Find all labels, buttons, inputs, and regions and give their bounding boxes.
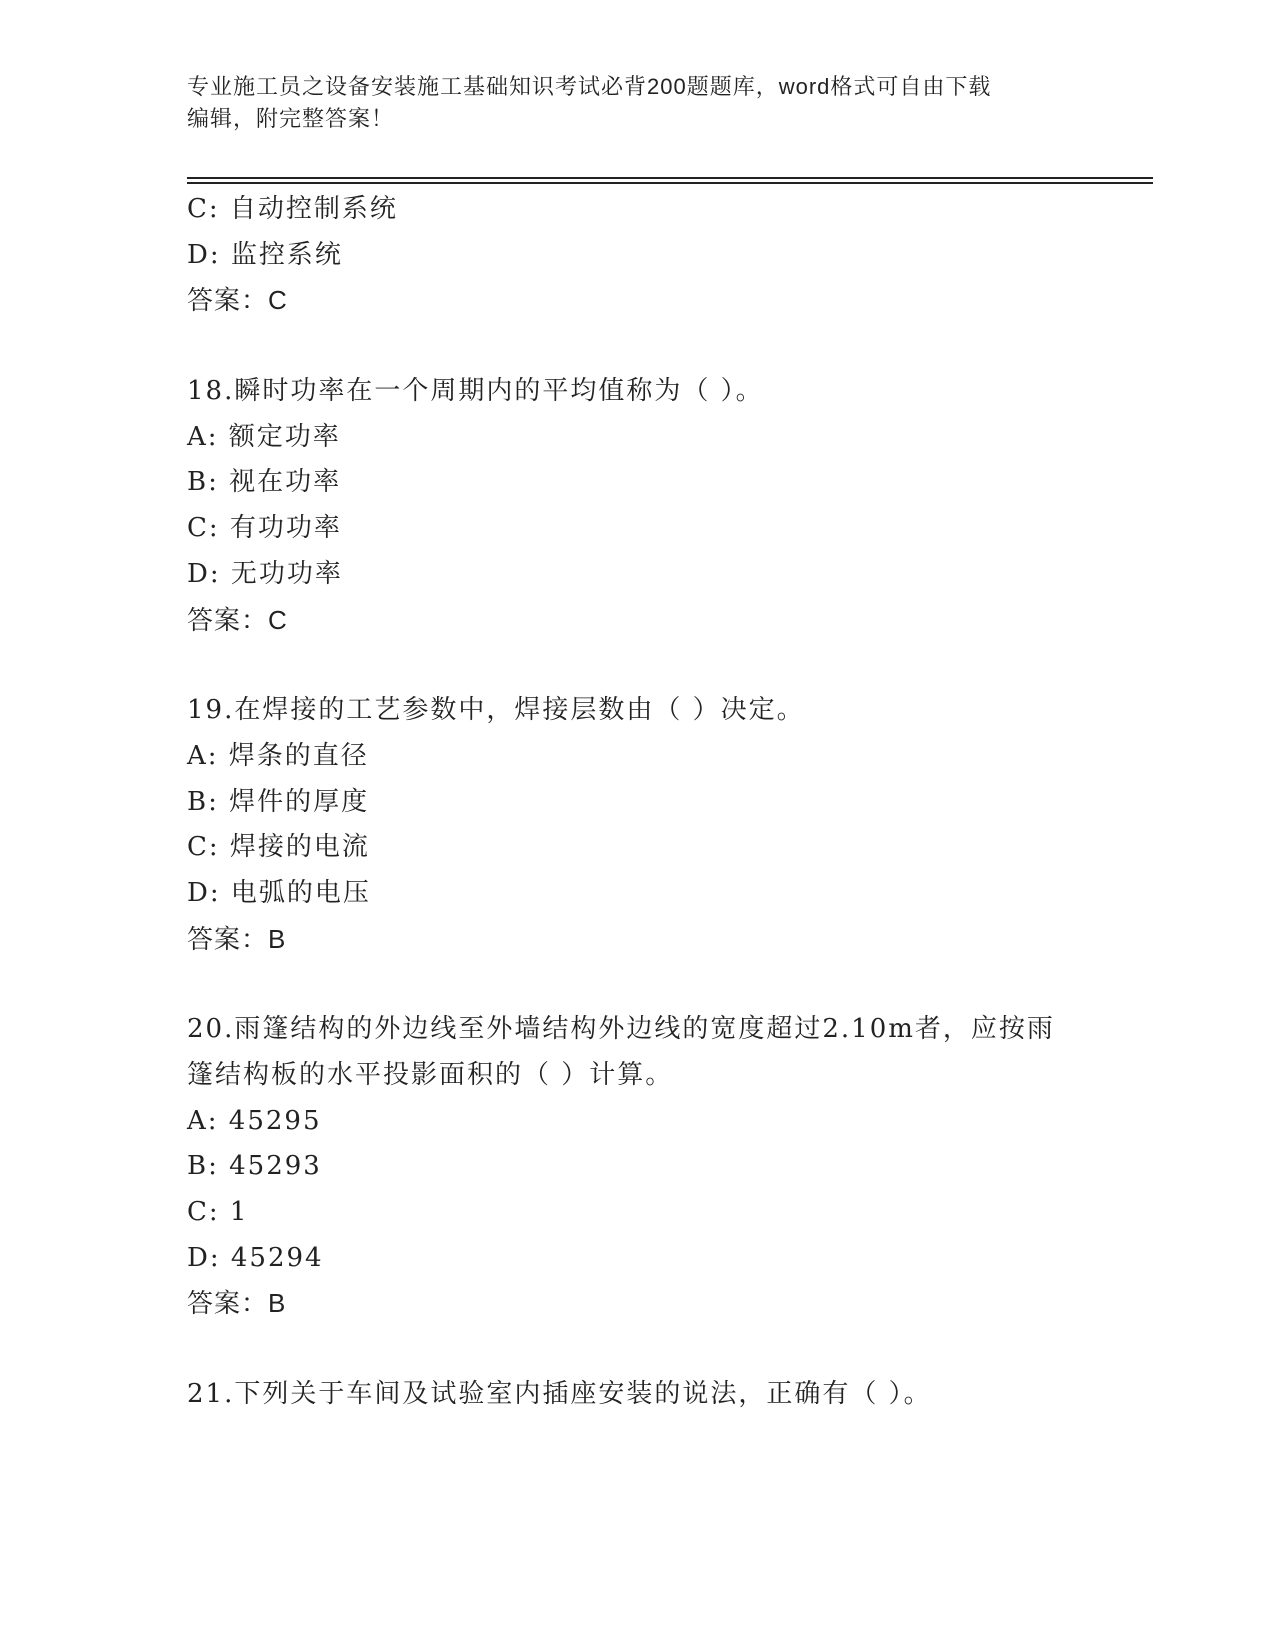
q17-option-d: D: 监控系统: [187, 239, 343, 270]
q19-option-b: B: 焊件的厚度: [187, 786, 370, 817]
q19-question: 19.在焊接的工艺参数中，焊接层数由（ ）决定。: [187, 695, 805, 726]
header-line-1: 专业施工员之设备安装施工基础知识考试必背200题题库，word格式可自由下载: [187, 74, 992, 99]
spacer: [187, 643, 1187, 688]
q17-option-c: C: 自动控制系统: [187, 194, 398, 224]
q18-option-b: B: 视在功率: [187, 467, 342, 498]
spacer: [187, 962, 1187, 1007]
q20-option-c: C: 1: [187, 1197, 249, 1228]
q18-answer: 答案：C: [187, 604, 288, 635]
q18-option-d: D: 无功功率: [187, 558, 343, 589]
q20-question-line-1: 20.雨篷结构的外边线至外墙结构外边线的宽度超过2.10m者，应按雨: [187, 1014, 1055, 1045]
header-divider-bottom: [187, 182, 1153, 184]
q19-option-c: C: 焊接的电流: [187, 832, 370, 863]
q20-answer: 答案：B: [187, 1288, 287, 1319]
q20-question-line-2: 篷结构板的水平投影面积的（ ）计算。: [187, 1060, 674, 1090]
q19-option-a: A: 焊条的直径: [187, 740, 369, 771]
q19-option-d: D: 电弧的电压: [187, 877, 371, 908]
q21-question: 21.下列关于车间及试验室内插座安装的说法，正确有（ ）。: [187, 1379, 932, 1410]
spacer: [187, 1327, 1187, 1372]
q18-option-a: A: 额定功率: [187, 421, 341, 452]
header-line-2: 编辑，附完整答案！: [187, 106, 395, 131]
q18-option-c: C: 有功功率: [187, 513, 342, 544]
q20-option-a: A: 45295: [187, 1105, 322, 1136]
question-list: [187, 187, 1187, 1418]
q20-option-b: B: 45293: [187, 1151, 322, 1182]
document-header: [187, 71, 1087, 135]
q17-answer: 答案：C: [187, 285, 288, 316]
q19-answer: 答案：B: [187, 923, 287, 954]
spacer: [187, 324, 1187, 369]
q18-question: 18.瞬时功率在一个周期内的平均值称为（ ）。: [187, 376, 764, 407]
header-divider-top: [187, 177, 1153, 179]
q20-option-d: D: 45294: [187, 1242, 324, 1273]
